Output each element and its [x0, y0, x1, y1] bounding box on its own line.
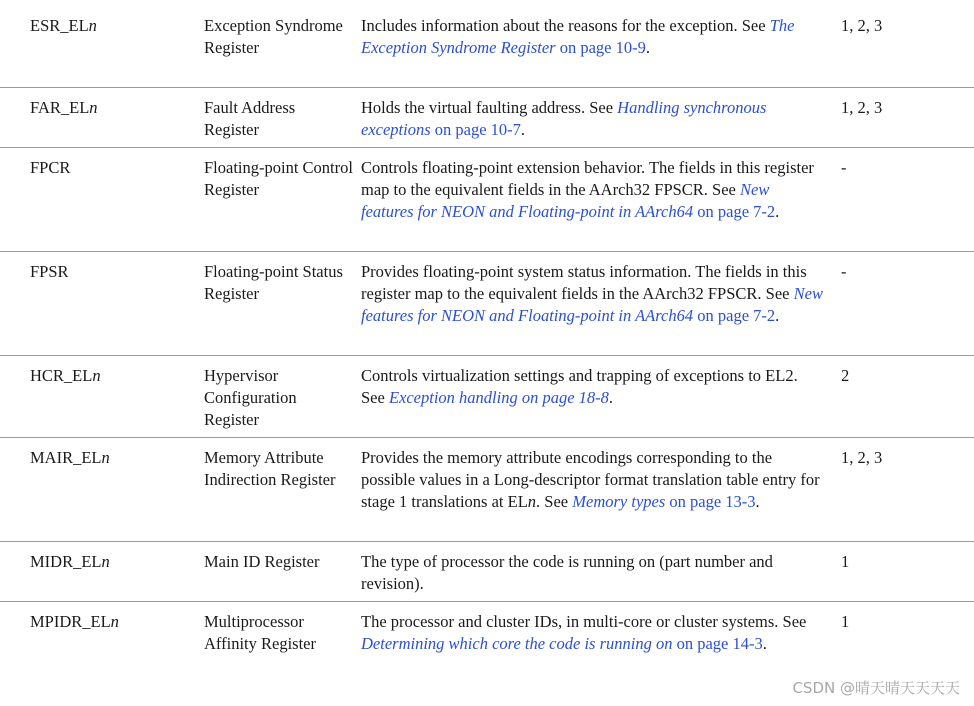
register-name: MAIR_ELn	[30, 448, 110, 467]
cross-reference-link[interactable]: Memory types on page 13-3	[572, 492, 756, 511]
exception-levels: 1, 2, 3	[841, 16, 883, 35]
cross-reference-link[interactable]: The Exception Syndrome Register on page 10-9	[361, 16, 795, 57]
register-description: Main ID Register	[204, 552, 320, 571]
cross-reference-link[interactable]: New features for NEON and Floating-point in AArch64 on page 7-2	[361, 180, 776, 221]
table-row	[0, 356, 974, 438]
register-usage: Provides the memory attribute encodings corresponding to the possible values in a Long-descriptor format translation table entry for stage 1 translations at ELn. See Memory types on page 13-3.	[361, 448, 820, 511]
table-row	[0, 438, 974, 542]
register-name: ESR_ELn	[30, 16, 97, 35]
register-description: Multiprocessor Affinity Register	[204, 612, 316, 653]
register-description: Memory Attribute Indirection Register	[204, 448, 336, 489]
table-row	[0, 148, 974, 252]
table-row	[0, 542, 974, 602]
cross-reference-link[interactable]: Exception handling on page 18-8	[388, 388, 609, 407]
register-usage: Holds the virtual faulting address. See Handling synchronous exceptions on page 10-7.	[361, 98, 767, 139]
cross-reference-link[interactable]: Handling synchronous exceptions on page 10-7	[361, 98, 767, 139]
register-description: Floating-point Status Register	[204, 262, 343, 303]
exception-levels: 2	[841, 366, 850, 385]
cross-reference-link[interactable]: Determining which core the code is running on on page 14-3	[361, 634, 763, 653]
register-usage: Controls virtualization settings and trapping of exceptions to EL2. See Exception handling on page 18-8.	[361, 366, 798, 407]
exception-levels: -	[841, 262, 847, 281]
register-name: FPSR	[30, 262, 69, 281]
register-name: FAR_ELn	[30, 98, 98, 117]
register-usage: Includes information about the reasons for the exception. See The Exception Syndrome Register on page 10-9.	[361, 16, 795, 57]
register-name: HCR_ELn	[30, 366, 101, 385]
register-description: Floating-point Control Register	[204, 158, 353, 199]
exception-levels: 1, 2, 3	[841, 448, 883, 467]
register-name: FPCR	[30, 158, 71, 177]
watermark: CSDN @晴天晴天天天天	[792, 679, 960, 697]
exception-levels: 1	[841, 612, 850, 631]
register-usage: The type of processor the code is running on (part number and revision).	[361, 552, 773, 593]
table-row	[0, 0, 974, 88]
register-description: Exception Syndrome Register	[204, 16, 343, 57]
cross-reference-link[interactable]: New features for NEON and Floating-point in AArch64 on page 7-2	[361, 284, 823, 325]
exception-levels: -	[841, 158, 847, 177]
table-row	[0, 88, 974, 148]
register-usage: Provides floating-point system status information. The fields in this register map to the equivalent fields in the AArch32 FPSCR. See New features for NEON and Floating-point in AArch64 on page 7-2.	[361, 262, 823, 325]
exception-levels: 1, 2, 3	[841, 98, 883, 117]
register-description: Fault Address Register	[204, 98, 296, 139]
table-row	[0, 252, 974, 356]
exception-levels: 1	[841, 552, 850, 571]
register-name: MIDR_ELn	[30, 552, 110, 571]
register-usage: Controls floating-point extension behavior. The fields in this register map to the equivalent fields in the AArch32 FPSCR. See New features for NEON and Floating-point in AArch64 on page 7-2.	[361, 158, 814, 221]
register-name: MPIDR_ELn	[30, 612, 119, 631]
register-description: Hypervisor Configuration Register	[204, 366, 297, 429]
register-usage: The processor and cluster IDs, in multi-core or cluster systems. See Determining which core the code is running on on page 14-3.	[361, 612, 807, 653]
